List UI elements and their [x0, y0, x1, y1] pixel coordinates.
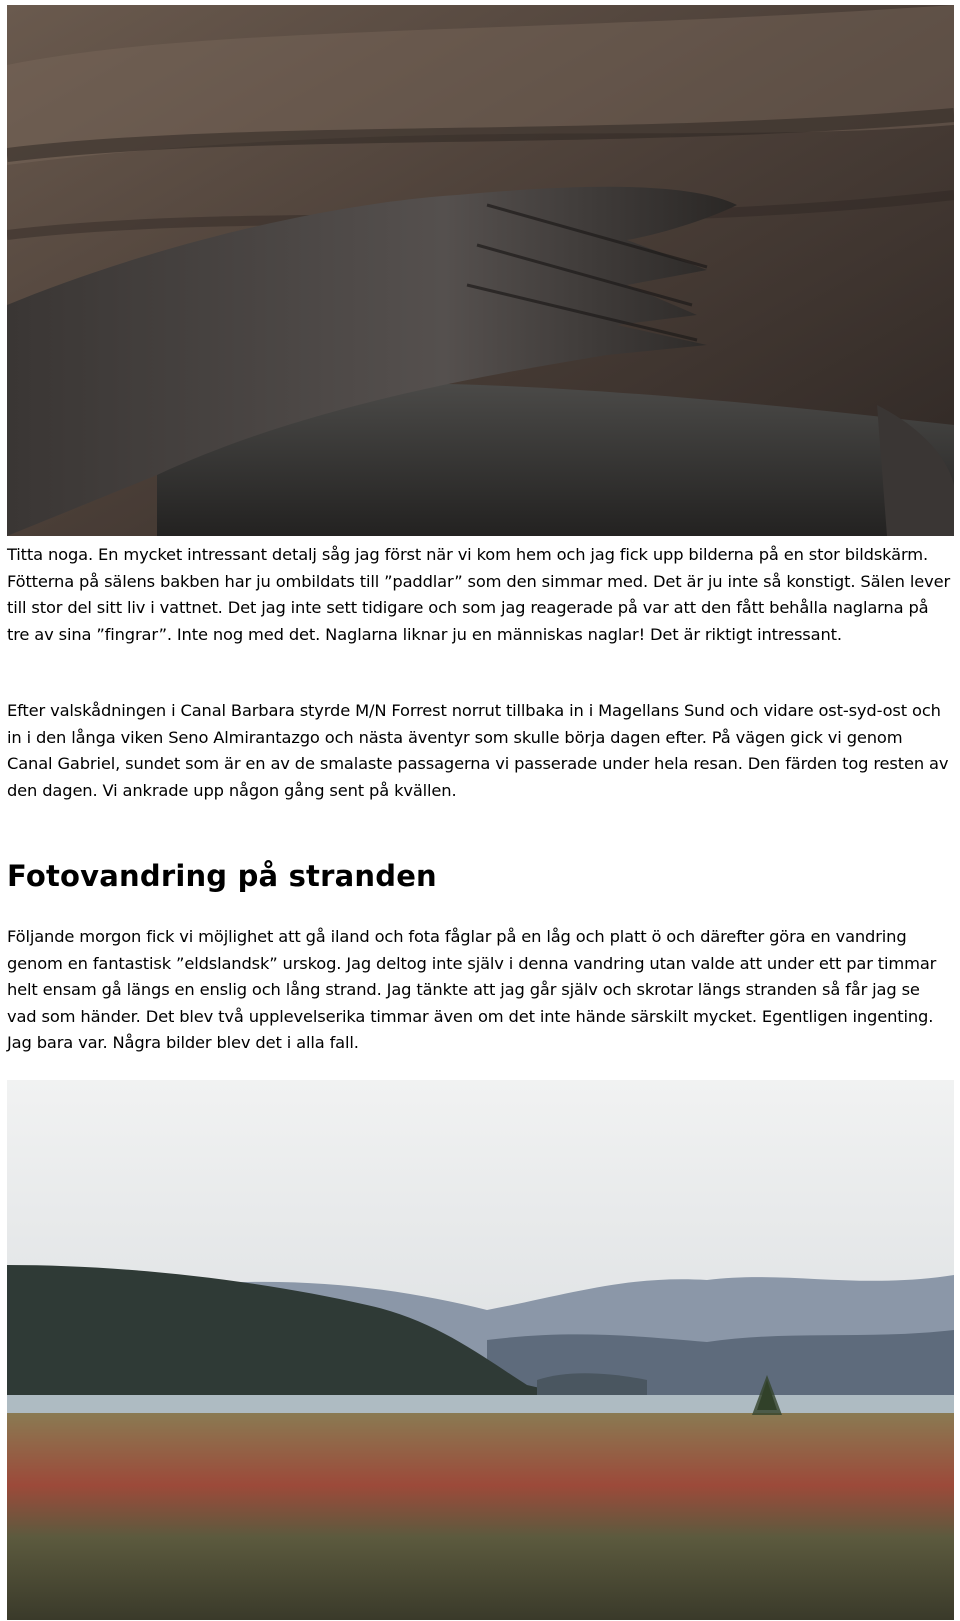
coastal-landscape-photo	[7, 1080, 954, 1620]
seal-flipper-illustration	[7, 5, 954, 536]
coastal-landscape-illustration	[7, 1080, 954, 1620]
voyage-paragraph: Efter valskådningen i Canal Barbara styrde M/N Forrest norrut tillbaka in i Magellans Sund och vidare ost-syd-ost och in i den långa viken Seno Almirantazgo och nästa äventyr som skulle börja dagen efter. På vägen gick vi genom Canal Gabriel, sundet som är en av de smalaste passagerna vi passerade under hela resan. Den färden tog resten av den dagen. Vi ankrade upp någon gång sent på kvällen.	[7, 701, 949, 800]
shore-walk-paragraph: Följande morgon fick vi möjlighet att gå iland och fota fåglar på en låg och platt ö och därefter göra en vandring genom en fantastisk ”eldslandsk” urskog. Jag deltog inte själv i denna vandring utan valde att under ett par timmar helt ensam gå längs en enslig och lång strand. Jag tänkte att jag går själv och skrotar längs stranden så får jag se vad som händer. Det blev två upplevelserika timmar även om det inte hände särskilt mycket. Egentligen ingenting. Jag bara var. Några bilder blev det i alla fall.	[7, 927, 937, 1052]
seal-flipper-photo	[7, 5, 954, 536]
seal-caption: Titta noga. En mycket intressant detalj såg jag först när vi kom hem och jag fick upp bilderna på en stor bildskärm. Fötterna på sälens bakben har ju ombildats till ”paddlar” som den simmar med. Det är ju inte så konstigt. Sälen lever till stor del sitt liv i vattnet. Det jag inte sett tidigare och som jag reagerade på var att den fått behålla naglarna på tre av sina ”fingrar”. Inte nog med det. Naglarna liknar ju en människas naglar! Det är riktigt intressant.	[7, 545, 950, 644]
section-heading: Fotovandring på stranden	[7, 859, 437, 893]
